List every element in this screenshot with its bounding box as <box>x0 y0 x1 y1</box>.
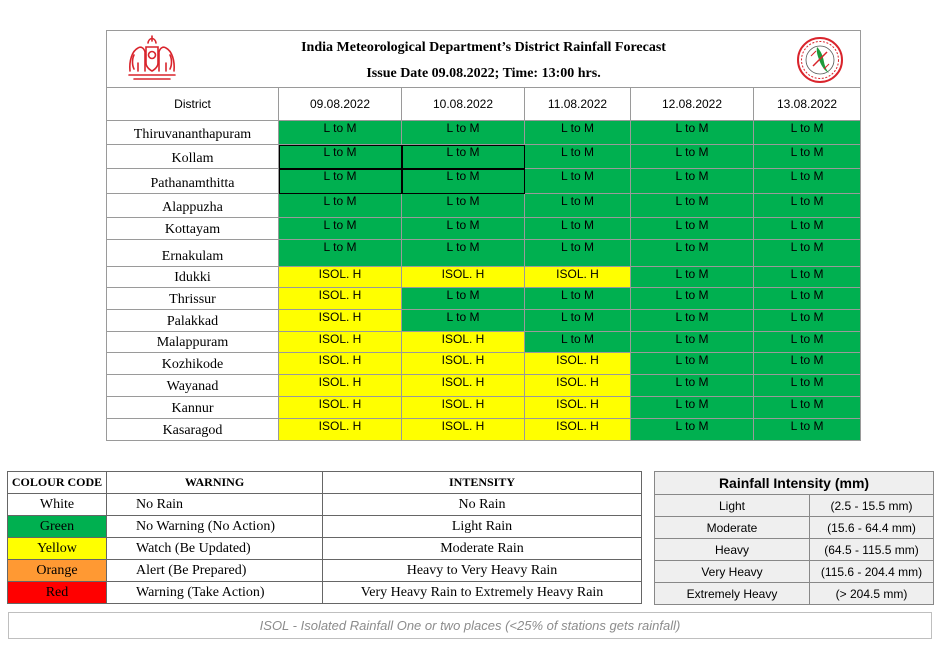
forecast-cell: L to M <box>525 240 631 267</box>
forecast-cell: L to M <box>279 194 402 218</box>
forecast-cell: ISOL. H <box>279 288 402 310</box>
district-name: Kottayam <box>107 218 279 240</box>
forecast-cell: L to M <box>279 169 402 194</box>
table-row <box>107 240 861 267</box>
intensity-text: Light Rain <box>323 516 642 538</box>
warning-text: Alert (Be Prepared) <box>107 560 323 582</box>
forecast-cell: ISOL. H <box>279 332 402 353</box>
forecast-cell: ISOL. H <box>402 397 525 419</box>
forecast-cell: L to M <box>631 375 754 397</box>
rainfall-intensity-table <box>654 471 934 605</box>
district-name: Thrissur <box>107 288 279 310</box>
intensity-row <box>655 539 934 561</box>
intensity-range: (> 204.5 mm) <box>810 583 934 605</box>
legend-header-colour-code: COLOUR CODE <box>8 472 107 494</box>
forecast-cell: L to M <box>754 240 861 267</box>
intensity-body <box>655 495 934 605</box>
table-row <box>107 267 861 288</box>
forecast-cell: L to M <box>631 267 754 288</box>
table-row <box>107 310 861 332</box>
warning-text: No Warning (No Action) <box>107 516 323 538</box>
date-header: 10.08.2022 <box>402 88 525 121</box>
forecast-cell: L to M <box>631 310 754 332</box>
forecast-cell: L to M <box>631 397 754 419</box>
district-name: Alappuzha <box>107 194 279 218</box>
warning-text: Watch (Be Updated) <box>107 538 323 560</box>
forecast-cell: L to M <box>754 332 861 353</box>
district-name: Thiruvananthapuram <box>107 121 279 145</box>
forecast-cell: ISOL. H <box>279 419 402 441</box>
forecast-cell: L to M <box>279 145 402 169</box>
forecast-cell: L to M <box>631 194 754 218</box>
colour-code-swatch: Yellow <box>8 538 107 560</box>
intensity-title: Rainfall Intensity (mm) <box>655 472 934 495</box>
forecast-cell: ISOL. H <box>525 375 631 397</box>
date-header: 12.08.2022 <box>631 88 754 121</box>
forecast-cell: ISOL. H <box>525 267 631 288</box>
forecast-cell: ISOL. H <box>402 353 525 375</box>
forecast-cell: ISOL. H <box>525 353 631 375</box>
colour-code-swatch: White <box>8 494 107 516</box>
forecast-cell: L to M <box>754 397 861 419</box>
forecast-cell: L to M <box>402 194 525 218</box>
legend-row <box>8 582 642 604</box>
forecast-cell: L to M <box>754 353 861 375</box>
forecast-cell: ISOL. H <box>279 310 402 332</box>
title-block <box>107 31 861 88</box>
district-name: Kollam <box>107 145 279 169</box>
intensity-text: Moderate Rain <box>323 538 642 560</box>
forecast-cell: L to M <box>402 145 525 169</box>
legend-row <box>8 560 642 582</box>
forecast-cell: ISOL. H <box>525 419 631 441</box>
forecast-cell: L to M <box>279 121 402 145</box>
forecast-cell: L to M <box>525 145 631 169</box>
table-row <box>107 419 861 441</box>
forecast-cell: L to M <box>525 121 631 145</box>
forecast-cell: ISOL. H <box>279 375 402 397</box>
table-row <box>107 218 861 240</box>
forecast-cell: ISOL. H <box>279 353 402 375</box>
table-header-row <box>107 88 861 121</box>
forecast-cell: L to M <box>631 121 754 145</box>
intensity-label: Light <box>655 495 810 517</box>
forecast-cell: L to M <box>754 310 861 332</box>
table-row <box>107 397 861 419</box>
legend-header-warning: WARNING <box>107 472 323 494</box>
district-name: Palakkad <box>107 310 279 332</box>
forecast-cell: ISOL. H <box>402 375 525 397</box>
forecast-cell: ISOL. H <box>525 397 631 419</box>
intensity-text: Heavy to Very Heavy Rain <box>323 560 642 582</box>
forecast-cell: L to M <box>525 288 631 310</box>
forecast-cell: L to M <box>402 240 525 267</box>
forecast-cell: L to M <box>631 240 754 267</box>
forecast-table <box>106 30 861 441</box>
district-name: Kannur <box>107 397 279 419</box>
forecast-cell: L to M <box>754 288 861 310</box>
forecast-cell: L to M <box>525 332 631 353</box>
colour-code-swatch: Green <box>8 516 107 538</box>
intensity-label: Very Heavy <box>655 561 810 583</box>
legend-header-row <box>8 472 642 494</box>
date-header: 11.08.2022 <box>525 88 631 121</box>
date-header: 09.08.2022 <box>279 88 402 121</box>
legend-header-intensity: INTENSITY <box>323 472 642 494</box>
district-name: Kozhikode <box>107 353 279 375</box>
forecast-cell: L to M <box>631 145 754 169</box>
forecast-cell: L to M <box>631 218 754 240</box>
intensity-row <box>655 583 934 605</box>
intensity-text: No Rain <box>323 494 642 516</box>
kerala-state-emblem-icon <box>126 33 178 83</box>
forecast-cell: ISOL. H <box>402 332 525 353</box>
forecast-body <box>107 121 861 441</box>
date-header: 13.08.2022 <box>754 88 861 121</box>
forecast-cell: L to M <box>525 169 631 194</box>
forecast-cell: L to M <box>279 240 402 267</box>
district-name: Pathanamthitta <box>107 169 279 194</box>
intensity-row <box>655 561 934 583</box>
forecast-cell: L to M <box>402 288 525 310</box>
intensity-range: (64.5 - 115.5 mm) <box>810 539 934 561</box>
forecast-cell: L to M <box>402 169 525 194</box>
district-name: Kasaragod <box>107 419 279 441</box>
forecast-cell: L to M <box>525 194 631 218</box>
forecast-cell: L to M <box>754 145 861 169</box>
intensity-text: Very Heavy Rain to Extremely Heavy Rain <box>323 582 642 604</box>
legend-row <box>8 494 642 516</box>
district-name: Ernakulam <box>107 240 279 267</box>
forecast-cell: L to M <box>402 218 525 240</box>
table-row <box>107 353 861 375</box>
intensity-range: (15.6 - 64.4 mm) <box>810 517 934 539</box>
forecast-cell: L to M <box>631 288 754 310</box>
intensity-range: (115.6 - 204.4 mm) <box>810 561 934 583</box>
ksdma-emblem-icon <box>796 36 844 84</box>
intensity-label: Extremely Heavy <box>655 583 810 605</box>
forecast-cell: L to M <box>754 218 861 240</box>
intensity-range: (2.5 - 15.5 mm) <box>810 495 934 517</box>
legend-body <box>8 494 642 604</box>
forecast-cell: L to M <box>631 169 754 194</box>
table-row <box>107 145 861 169</box>
page-title: India Meteorological Department’s District Rainfall Forecast <box>301 40 666 55</box>
forecast-cell: L to M <box>631 353 754 375</box>
warning-text: Warning (Take Action) <box>107 582 323 604</box>
forecast-cell: L to M <box>525 218 631 240</box>
legend-row <box>8 538 642 560</box>
intensity-row <box>655 495 934 517</box>
issue-date: Issue Date 09.08.2022; Time: 13:00 hrs. <box>366 66 601 81</box>
forecast-cell: L to M <box>754 375 861 397</box>
table-row <box>107 194 861 218</box>
intensity-label: Heavy <box>655 539 810 561</box>
district-name: Idukki <box>107 267 279 288</box>
forecast-cell: L to M <box>631 332 754 353</box>
district-name: Malappuram <box>107 332 279 353</box>
colour-code-swatch: Red <box>8 582 107 604</box>
table-row <box>107 121 861 145</box>
forecast-cell: L to M <box>279 218 402 240</box>
legend-row <box>8 516 642 538</box>
forecast-cell: ISOL. H <box>402 419 525 441</box>
table-row <box>107 288 861 310</box>
forecast-cell: ISOL. H <box>402 267 525 288</box>
forecast-cell: L to M <box>754 169 861 194</box>
colour-code-legend <box>7 471 642 604</box>
forecast-cell: L to M <box>402 310 525 332</box>
forecast-cell: L to M <box>754 267 861 288</box>
intensity-row <box>655 517 934 539</box>
forecast-cell: L to M <box>754 121 861 145</box>
intensity-label: Moderate <box>655 517 810 539</box>
forecast-cell: ISOL. H <box>279 267 402 288</box>
forecast-cell: L to M <box>754 194 861 218</box>
footnote: ISOL - Isolated Rainfall One or two places (<25% of stations gets rainfall) <box>8 612 932 639</box>
forecast-cell: ISOL. H <box>279 397 402 419</box>
forecast-cell: L to M <box>631 419 754 441</box>
forecast-cell: L to M <box>525 310 631 332</box>
table-row <box>107 169 861 194</box>
forecast-cell: L to M <box>754 419 861 441</box>
forecast-cell: L to M <box>402 121 525 145</box>
colour-code-swatch: Orange <box>8 560 107 582</box>
warning-text: No Rain <box>107 494 323 516</box>
table-row <box>107 332 861 353</box>
table-row <box>107 375 861 397</box>
district-header: District <box>107 88 279 121</box>
district-name: Wayanad <box>107 375 279 397</box>
